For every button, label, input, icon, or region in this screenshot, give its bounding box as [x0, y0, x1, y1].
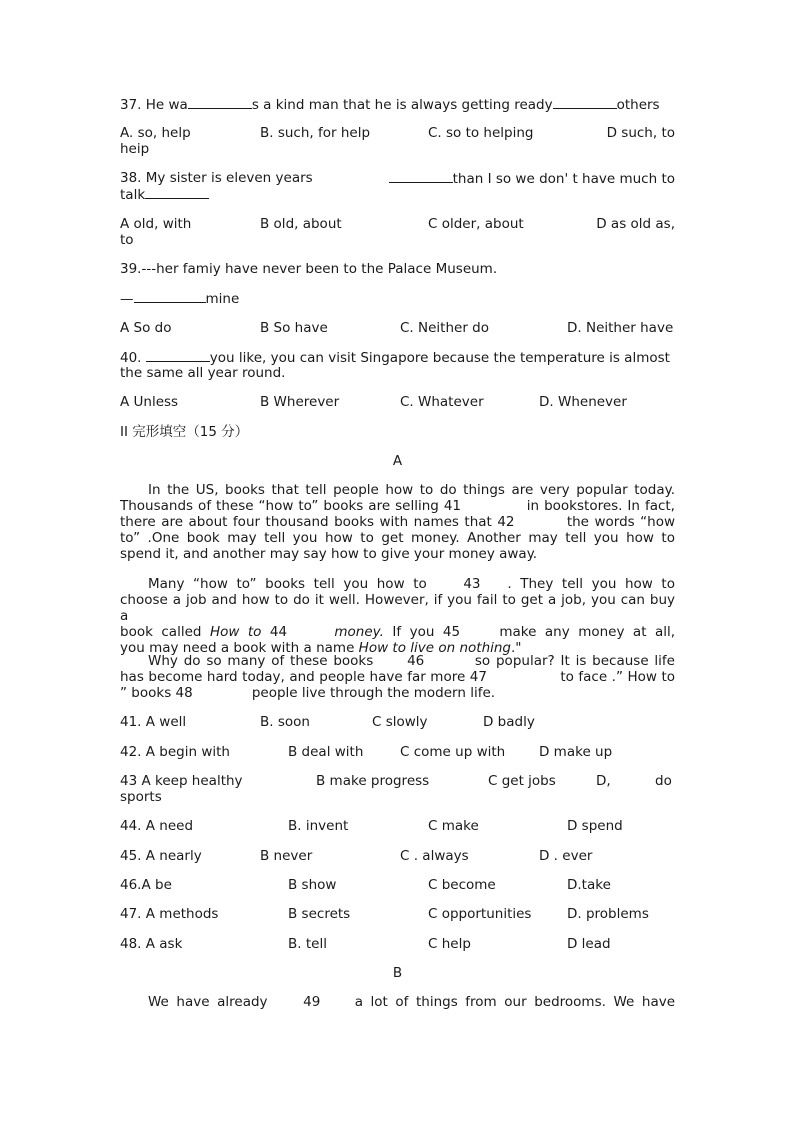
- passage-a-title: A: [392, 453, 403, 469]
- option-c: C. so to helping: [428, 125, 534, 141]
- blank-number: 41: [443, 498, 461, 514]
- passage-a-paragraph-3: Why do so many of these books 46 so popular? It is because life has become hard today, and people have far more 47 to face .” How to ” books 48 people live through the modern life.: [120, 653, 676, 701]
- option-a: 44. A need: [120, 818, 194, 834]
- blank-number: 48: [175, 685, 193, 701]
- option-c: C make: [428, 818, 479, 834]
- blank-number: 43: [463, 576, 481, 592]
- option-b: B So have: [260, 320, 328, 336]
- option-a: 48. A ask: [120, 936, 183, 952]
- option-d: D badly: [483, 714, 535, 730]
- option-b: B show: [288, 877, 337, 893]
- question-40-stem-cont: the same all year round.: [120, 365, 286, 381]
- question-39-stem: 39.---her famiy have never been to the Palace Museum.: [120, 261, 498, 277]
- option-c: C older, about: [428, 216, 524, 232]
- option-a: 43 A keep healthy: [120, 773, 243, 789]
- option-d: D make up: [539, 744, 613, 760]
- option-d: D. Whenever: [539, 394, 627, 410]
- answer-blank: [389, 170, 453, 183]
- option-a: 45. A nearly: [120, 848, 202, 864]
- question-37-stem: 37. He wa s a kind man that he is always getting ready others: [120, 97, 660, 113]
- option-a: 47. A methods: [120, 906, 219, 922]
- option-b: B never: [260, 848, 313, 864]
- option-a: 41. A well: [120, 714, 187, 730]
- option-b: B. soon: [260, 714, 310, 730]
- option-c: C come up with: [400, 744, 506, 760]
- option-b: B. invent: [288, 818, 349, 834]
- option-d: D lead: [567, 936, 611, 952]
- option-d: D,: [596, 773, 611, 789]
- option-d: D. Neither have: [567, 320, 674, 336]
- answer-blank: [145, 186, 209, 199]
- question-39-reply: — mine: [120, 291, 240, 307]
- answer-blank: [146, 349, 210, 362]
- option-c: C help: [428, 936, 471, 952]
- option-c: C. Neither do: [400, 320, 489, 336]
- section-title: II 完形填空（15 分）: [120, 424, 249, 440]
- answer-blank: [188, 96, 252, 109]
- passage-a-paragraph-1: In the US, books that tell people how to do things are very popular today. Thousands of these “how to” books are selling 41 in bookstores. In fact, there are about four thousand books with names that 42 the words “how to” .One book may tell you how to get money. Another may tell you how to spend it, and another may say how to give your money away.: [120, 482, 676, 562]
- blank-number: 49: [303, 994, 321, 1010]
- answer-blank: [553, 96, 617, 109]
- option-c: C become: [428, 877, 496, 893]
- option-d: D such, to: [606, 125, 675, 141]
- option-d-word: do: [655, 773, 672, 789]
- answer-blank: [134, 290, 206, 303]
- question-38-stem-cont: talk: [120, 186, 675, 203]
- option-b: B old, about: [260, 216, 342, 232]
- blank-number: 46: [407, 653, 425, 669]
- option-d: D . ever: [539, 848, 593, 864]
- option-a: A So do: [120, 320, 172, 336]
- option-c: C. Whatever: [400, 394, 484, 410]
- option-a: A. so, help: [120, 125, 191, 141]
- passage-b-paragraph-1: We have already 49 a lot of things from our bedrooms. We have: [148, 994, 676, 1010]
- option-d-wrap: to: [120, 232, 134, 248]
- option-d-wrap: sports: [120, 789, 162, 805]
- blank-number: 47: [469, 669, 487, 685]
- passage-a-paragraph-2: Many “how to” books tell you how to 43 . They tell you how to choose a job and how to do it well. However, if you fail to get a job, you can buy a book called How to 44 money. If you 45 make any money at all, you may need a book with a name How to live on nothing.": [120, 576, 676, 656]
- blank-number: 42: [497, 514, 515, 530]
- option-a: A Unless: [120, 394, 179, 410]
- option-d: D spend: [567, 818, 623, 834]
- option-d-wrap: heip: [120, 141, 150, 157]
- option-a: A old, with: [120, 216, 192, 232]
- option-a: 42. A begin with: [120, 744, 230, 760]
- option-b: B Wherever: [260, 394, 340, 410]
- option-d: D. problems: [567, 906, 649, 922]
- option-d: D as old as,: [596, 216, 675, 232]
- option-c: C slowly: [372, 714, 428, 730]
- question-40-stem: 40. you like, you can visit Singapore because the temperature is almost: [120, 350, 670, 366]
- option-d: D.take: [567, 877, 611, 893]
- blank-number: 44: [269, 624, 288, 640]
- option-b: B deal with: [288, 744, 364, 760]
- blank-number: 45: [442, 624, 461, 640]
- option-b: B. tell: [288, 936, 327, 952]
- option-b: B. such, for help: [260, 125, 371, 141]
- option-c: C . always: [400, 848, 469, 864]
- option-a: 46.A be: [120, 877, 172, 893]
- option-c: C opportunities: [428, 906, 532, 922]
- question-38-stem: 38. My sister is eleven years than I so we don' t have much to: [120, 170, 675, 187]
- passage-b-title: B: [392, 965, 403, 981]
- option-b: B secrets: [288, 906, 351, 922]
- option-b: B make progress: [316, 773, 430, 789]
- option-c: C get jobs: [488, 773, 556, 789]
